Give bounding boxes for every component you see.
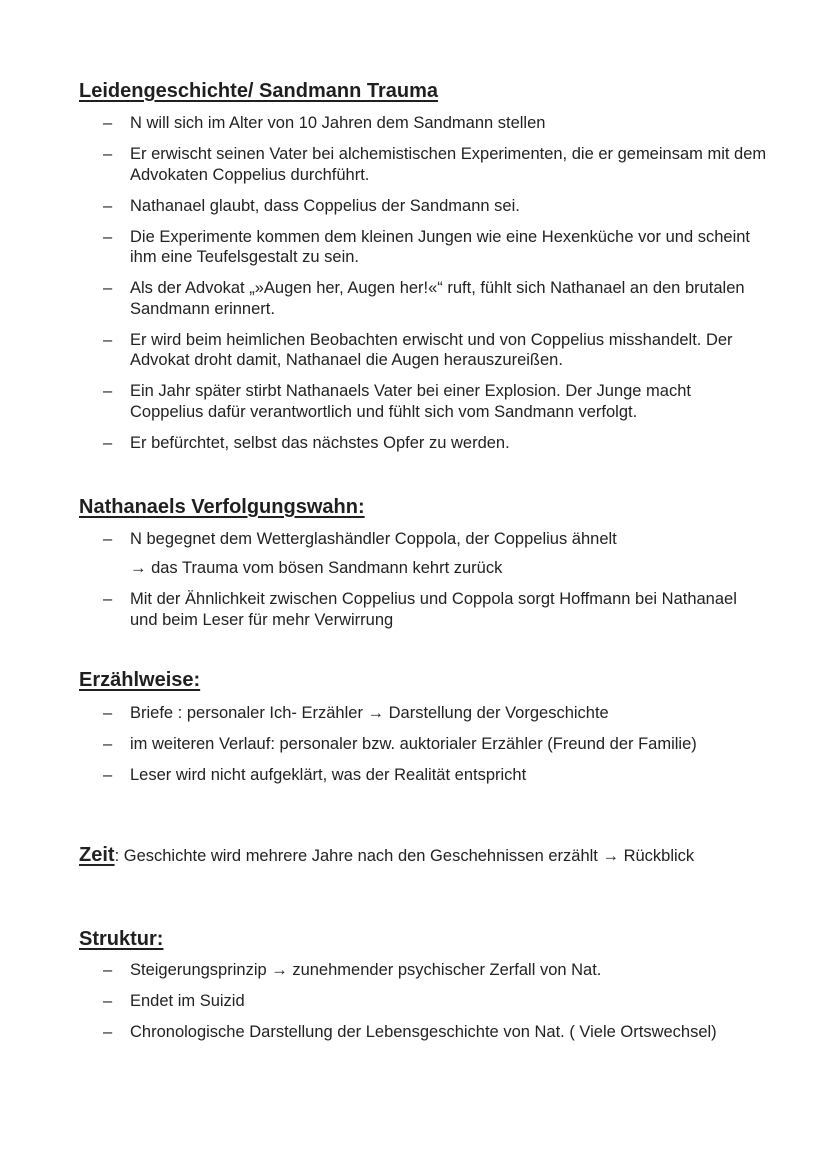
- list-item: – Steigerungsprinzip → zunehmender psychischer Zerfall von Nat.: [0, 960, 828, 981]
- list-item: – N will sich im Alter von 10 Jahren dem Sandmann stellen: [0, 113, 828, 134]
- list-leidensgeschichte: [0, 113, 828, 464]
- list-item: – im weiteren Verlauf: personaler bzw. auktorialer Erzähler (Freund der Familie): [0, 734, 828, 755]
- heading-verfolgungswahn: Nathanaels Verfolgungswahn:: [79, 496, 365, 518]
- list-item: – Leser wird nicht aufgeklärt, was der Realität entspricht: [0, 765, 828, 786]
- list-item: – Er befürchtet, selbst das nächstes Opfer zu werden.: [0, 433, 828, 454]
- list-item: – Als der Advokat „»Augen her, Augen her!«“ ruft, fühlt sich Nathanael an den brutalen Sandmann erinnert.: [0, 278, 828, 319]
- heading-leidensgeschichte: Leidengeschichte/ Sandmann Trauma: [79, 80, 438, 102]
- list-verfolgungswahn-2: [0, 589, 828, 641]
- list-item: – Mit der Ähnlichkeit zwischen Coppelius und Coppola sorgt Hoffmann bei Nathanael und beim Leser für mehr Verwirrung: [0, 589, 828, 630]
- list-item: – Endet im Suizid: [0, 991, 828, 1012]
- list-item: – Die Experimente kommen dem kleinen Jungen wie eine Hexenküche vor und scheint ihm eine Teufelsgestalt zu sein.: [0, 227, 828, 268]
- list-item: – Er wird beim heimlichen Beobachten erwischt und von Coppelius misshandelt. Der Advokat droht damit, Nathanael die Augen herauszureißen.: [0, 330, 828, 371]
- list-item: – Er erwischt seinen Vater bei alchemistischen Experimenten, die er gemeinsam mit dem Advokaten Coppelius durchführt.: [0, 144, 828, 185]
- list-item: – N begegnet dem Wetterglashändler Coppola, der Coppelius ähnelt: [0, 529, 828, 550]
- list-erzaehlweise: [0, 703, 828, 796]
- zeit-paragraph: [79, 845, 719, 867]
- arrow-line: → das Trauma vom bösen Sandmann kehrt zurück: [130, 559, 503, 577]
- list-item: – Nathanael glaubt, dass Coppelius der Sandmann sei.: [0, 196, 828, 217]
- zeit-label: Zeit: [79, 844, 115, 866]
- heading-struktur: Struktur:: [79, 928, 164, 950]
- zeit-text: : Geschichte wird mehrere Jahre nach den Geschehnissen erzählt → Rückblick: [114, 847, 695, 865]
- list-item: – Ein Jahr später stirbt Nathanaels Vater bei einer Explosion. Der Junge macht Coppelius dafür verantwortlich und fühlt sich vom Sandmann verfolgt.: [0, 381, 828, 422]
- list-struktur: [0, 960, 828, 1053]
- list-item: – Briefe : personaler Ich- Erzähler → Darstellung der Vorgeschichte: [0, 703, 828, 724]
- heading-erzaehlweise: Erzählweise:: [79, 669, 201, 691]
- list-verfolgungswahn-1: [0, 529, 828, 560]
- list-item: – Chronologische Darstellung der Lebensgeschichte von Nat. ( Viele Ortswechsel): [0, 1022, 828, 1043]
